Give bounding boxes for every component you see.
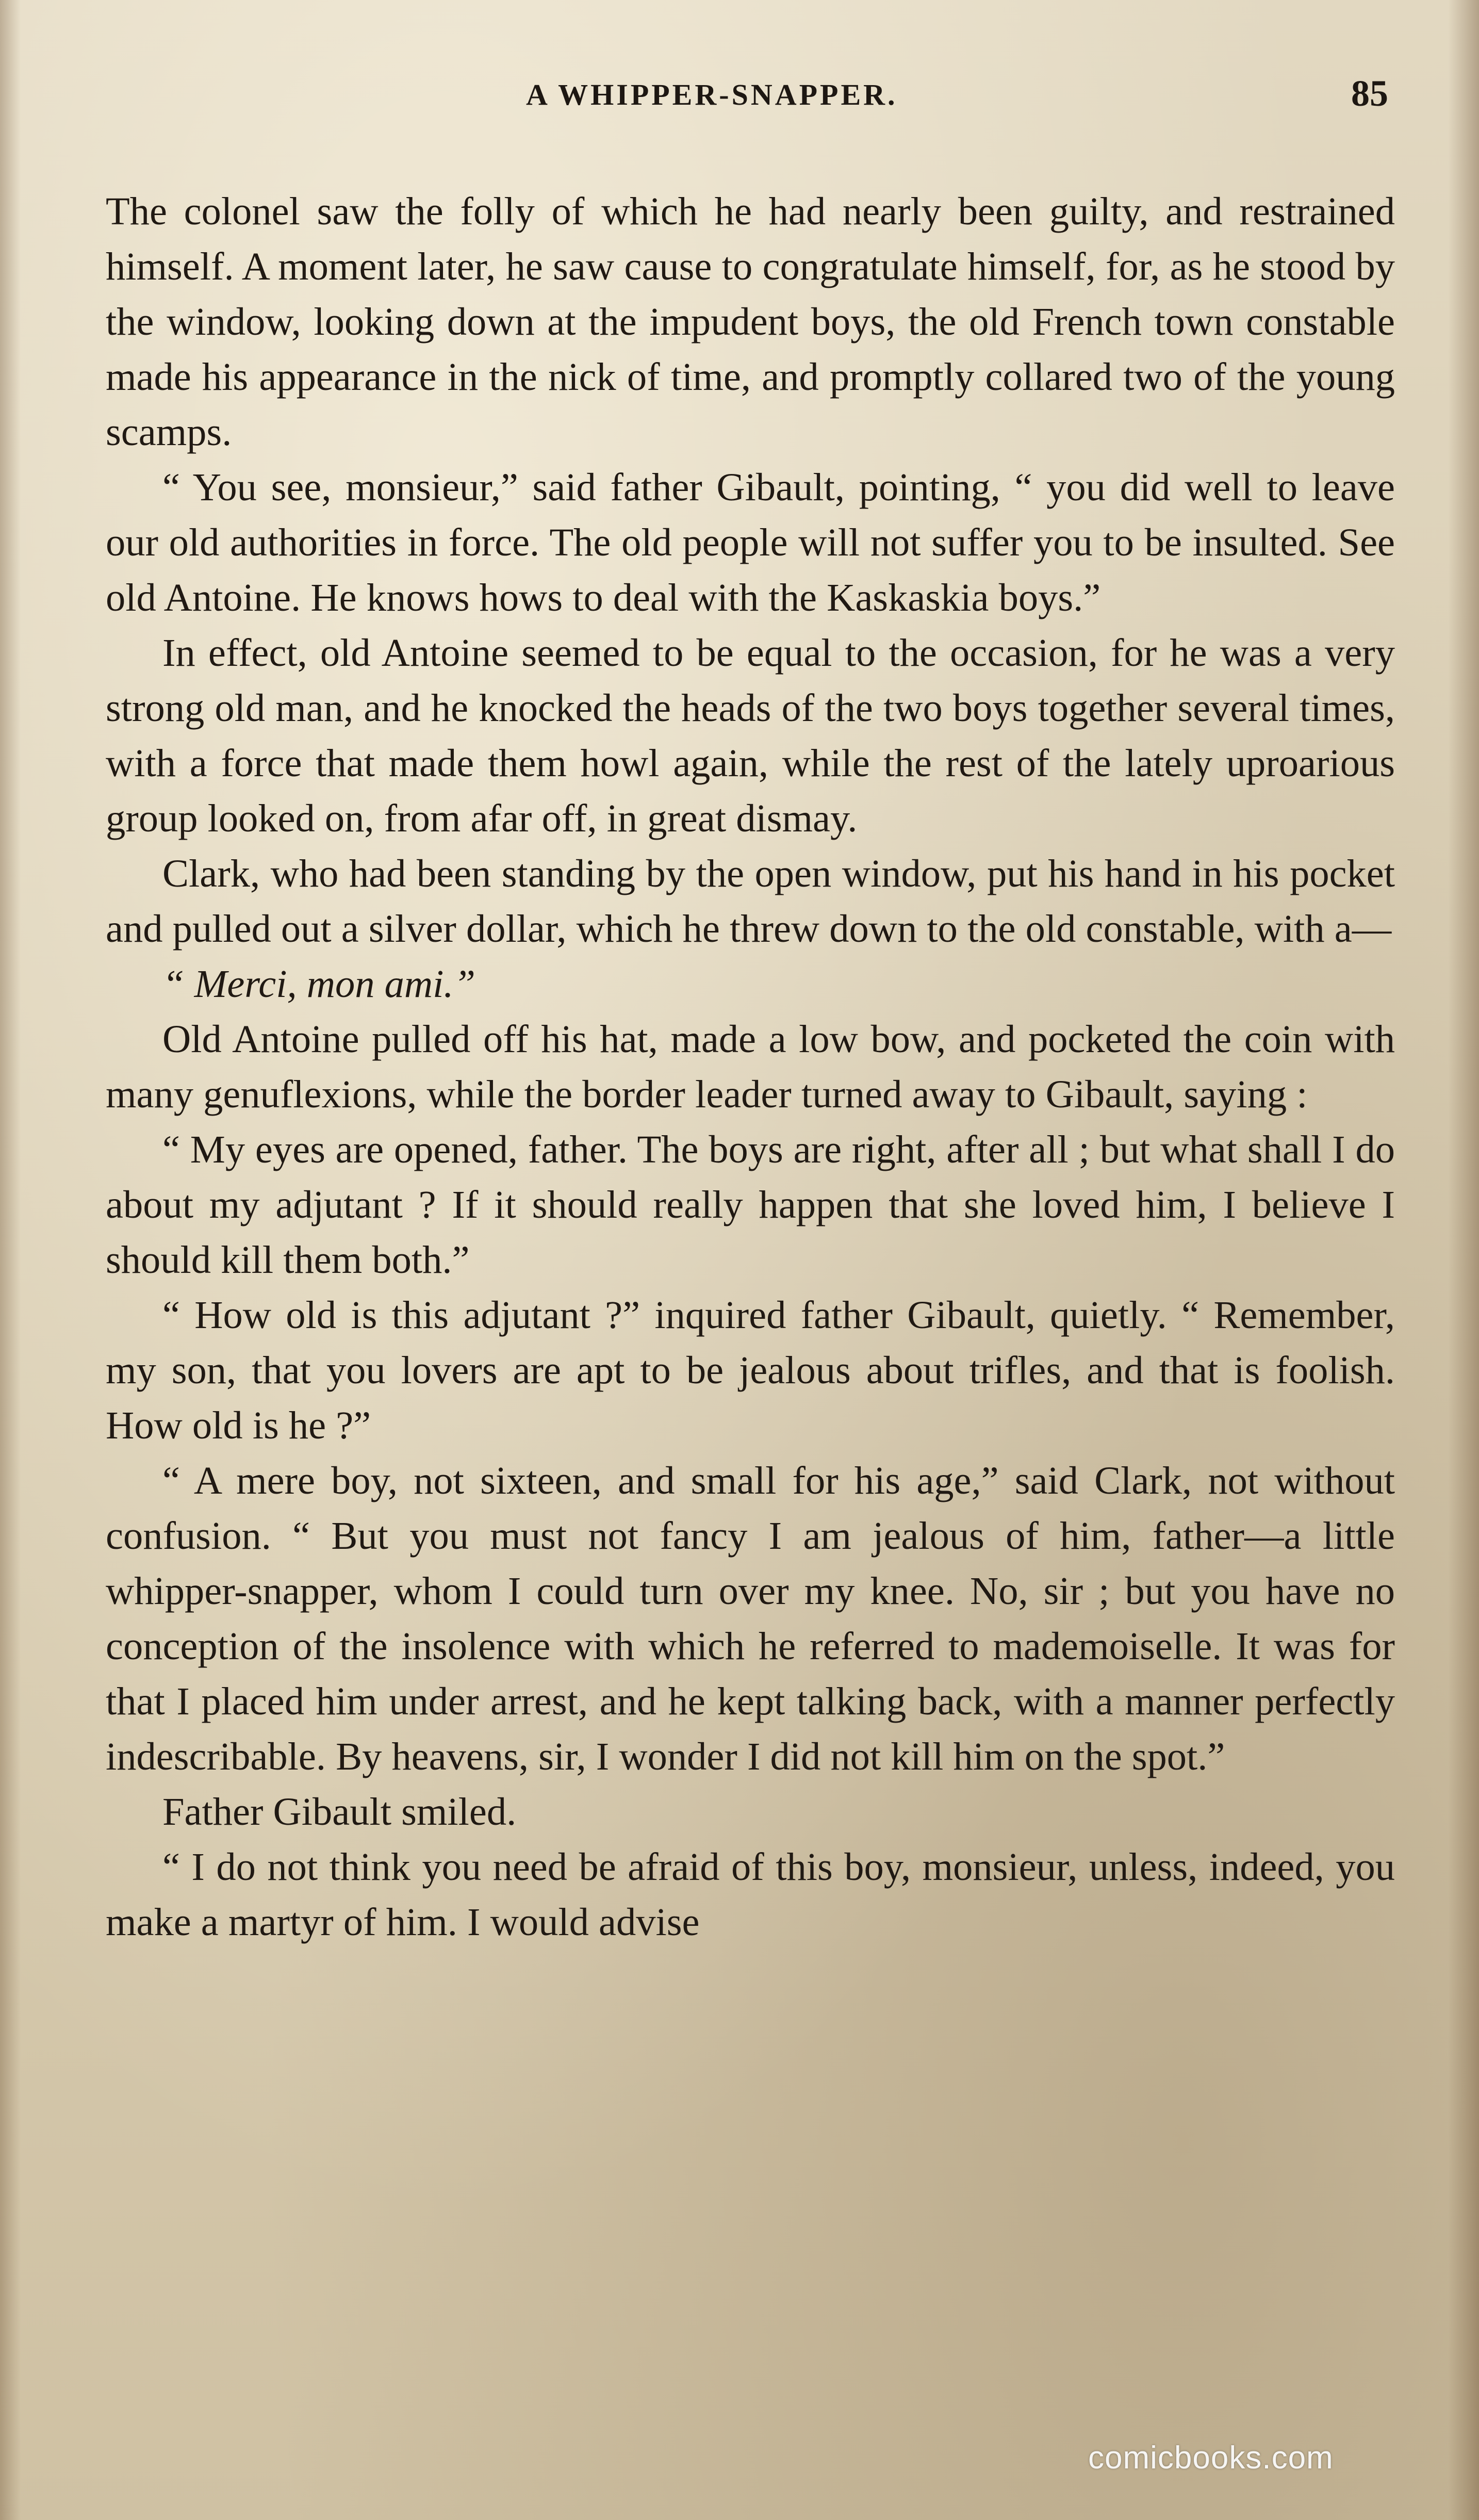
paragraph: “ A mere boy, not sixteen, and small for his age,” said Clark, not without confusion. “ But you must not fancy I am jealous of him, father—a little whipper-snapper, whom I could turn over my knee. No, sir ; but you have no conception of the insolence with which he referred to mademoiselle. It was for that I placed him under arrest, and he kept talking back, with a manner perfectly indescribable. By heavens, sir, I wonder I did not kill him on the spot.”	[106, 1459, 1395, 1778]
paragraph: “ How old is this adjutant ?” inquired father Gibault, quietly. “ Remember, my son, that you lovers are apt to be jealous about trifles, and that is foolish. How old is he ?”	[106, 1293, 1395, 1447]
page-edge-shadow-left	[0, 0, 21, 2520]
paragraph: “ I do not think you need be afraid of this boy, monsieur, unless, indeed, you make a martyr of him. I would advise	[106, 1845, 1395, 1944]
paragraph: “ You see, monsieur,” said father Gibault, pointing, “ you did well to leave our old authorities in force. The old people will not suffer you to be insulted. See old Antoine. He knows hows to deal with the Kaskaskia boys.”	[106, 465, 1395, 619]
paragraph: In effect, old Antoine seemed to be equal to the occasion, for he was a very strong old man, and he knocked the heads of the two boys together several times, with a force that made them howl again, while the rest of the lately uproarious group looked on, from afar off, in great dismay.	[106, 631, 1395, 840]
page-number: 85	[1351, 73, 1388, 114]
paragraph: The colonel saw the folly of which he had nearly been guilty, and restrained himself. A moment later, he saw cause to congratulate himself, for, as he stood by the window, looking down at the impudent boys, the old French town constable made his appearance in the nick of time, and promptly collared two of the young scamps.	[106, 189, 1395, 454]
paragraph: Clark, who had been standing by the open window, put his hand in his pocket and pulled out a silver dollar, which he threw down to the old constable, with a—	[106, 852, 1395, 951]
paragraph: Old Antoine pulled off his hat, made a low bow, and pocketed the coin with many genuflexions, while the border leader turned away to Gibault, saying :	[106, 1017, 1395, 1116]
watermark: comicbooks.com	[1088, 2440, 1334, 2476]
paragraph-italic-quote: “ Merci, mon ami.”	[162, 962, 476, 1006]
page-edge-shadow-right	[1448, 0, 1479, 2520]
paragraph: “ My eyes are opened, father. The boys are right, after all ; but what shall I do about my adjutant ? If it should really happen that she loved him, I believe I should kill them both.”	[106, 1127, 1395, 1282]
running-head: A WHIPPER-SNAPPER.	[526, 78, 898, 111]
paragraph: Father Gibault smiled.	[162, 1790, 517, 1834]
body-text	[106, 184, 1395, 1950]
